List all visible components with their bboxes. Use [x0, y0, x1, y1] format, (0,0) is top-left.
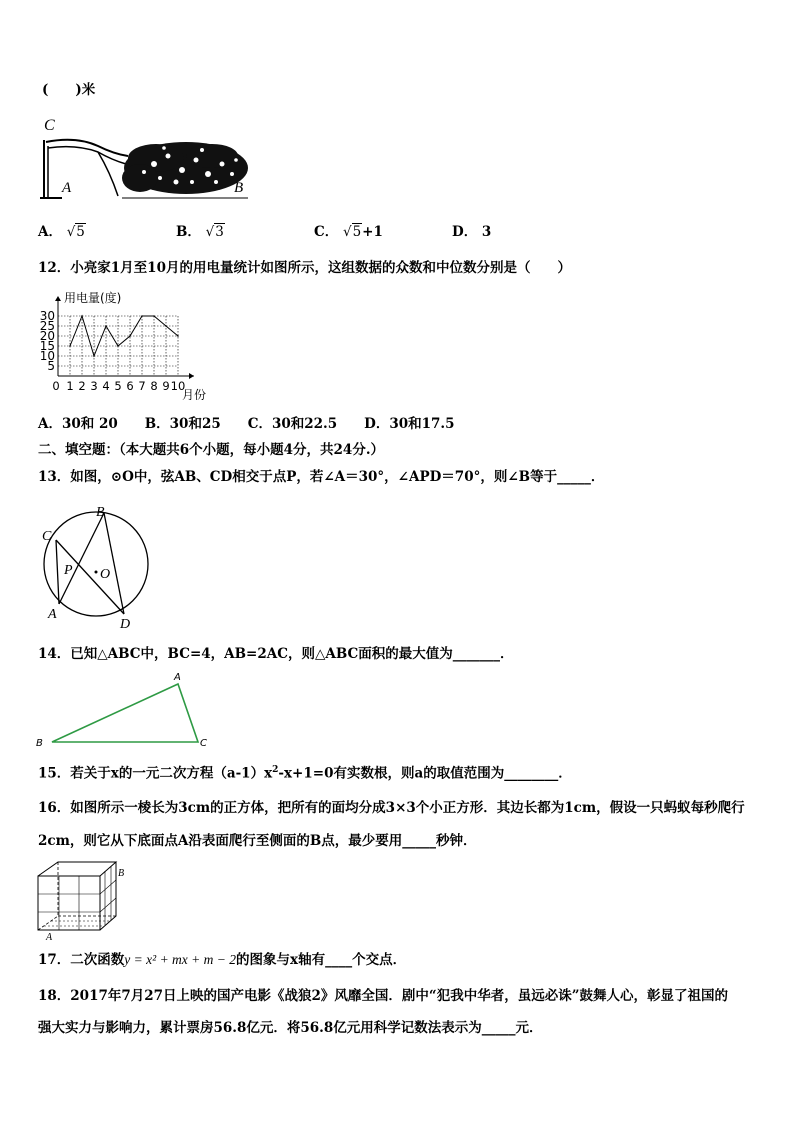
data-point-6: [129, 335, 131, 337]
svg-text:P: P: [64, 563, 73, 578]
chart-y-ticks: [40, 309, 55, 373]
x-tick-5: 5: [114, 379, 122, 393]
svg-text:D: D: [120, 617, 131, 632]
q14-triangle-figure: [34, 670, 220, 752]
q12-stem: 12．小亮家1月至10月的用电量统计如图所示，这组数据的众数和中位数分别是（ ）: [38, 260, 571, 276]
q17-stem: 17．二次函数y = x² + mx + m − 2的图象与x轴有____个交点．: [38, 952, 407, 968]
data-point-8: [153, 315, 155, 317]
chart-x-ticks: [52, 379, 185, 393]
svg-text:C: C: [200, 738, 207, 749]
triangle-abc: [52, 684, 198, 742]
chart-axes: [55, 296, 194, 379]
q12-line-chart: [38, 286, 218, 402]
q13-stem: 13．如图，⊙O中，弦AB、CD相交于点P，若∠A＝30°，∠APD＝70°，则∠B等于_____．: [38, 469, 605, 485]
section-2-heading: 二、填空题：（本大题共6个小题，每小题4分，共24分.）: [38, 442, 385, 458]
x-tick-3: 3: [90, 379, 98, 393]
q16-cube-figure: [34, 856, 134, 942]
x-tick-0: 0: [52, 379, 60, 393]
tree-canopy: [122, 142, 248, 194]
x-tick-8: 8: [150, 379, 158, 393]
y-axis-arrow: [55, 296, 61, 301]
q11-choice-c: C． √5+1: [314, 224, 383, 240]
q11-choice-d: D． 3: [452, 224, 492, 240]
q14-stem: 14．已知△ABC中，BC=4，AB=2AC，则△ABC面积的最大值为_______．: [38, 646, 514, 662]
q16-stem-line2: 2cm，则它从下底面点A沿表面爬行至侧面的B点，最少要用_____秒钟．: [38, 833, 477, 849]
data-point-3: [93, 355, 95, 357]
q15-stem: 15．若关于x的一元二次方程$(a-1)x^2-x+1=0$有实数根，则a的取值范围为________．: [38, 765, 572, 782]
circle-o: [44, 512, 148, 616]
q11-answer-blank: ( )米: [42, 82, 96, 98]
q17-formula: y = x² + mx + m − 2: [124, 952, 237, 967]
svg-text:A: A: [174, 672, 181, 683]
data-point-4: [105, 325, 107, 327]
segment-bd: [104, 513, 124, 614]
data-point-5: [117, 345, 119, 347]
q11-label-b: B: [234, 180, 244, 196]
svg-text:O: O: [100, 567, 111, 582]
q18-stem-line1: 18．2017年7月27日上映的国产电影《战狼2》风靡全国．剧中“犯我中华者，虽远必诛”鼓舞人心，彰显了祖国的: [38, 988, 728, 1004]
svg-text:A: A: [48, 607, 57, 622]
q11-label-a: A: [62, 180, 72, 196]
y-tick-20: 20: [39, 329, 55, 343]
svg-text:B: B: [118, 868, 125, 879]
tree-trunk: [46, 140, 128, 156]
q11-choice-a: A． √5: [38, 224, 85, 240]
data-point-10: [177, 335, 179, 337]
chart-xlabel: 月份: [182, 388, 207, 402]
x-tick-4: 4: [102, 379, 110, 393]
chord-ab: [59, 513, 104, 604]
q13-circle-figure: [36, 500, 156, 630]
y-tick-10: 10: [39, 349, 55, 363]
q16-stem-line1: 16．如图所示一棱长为3cm的正方体，把所有的面均分成3×3个小正方形．其边长都为1cm，假设一只蚂蚁每秒爬行: [38, 800, 745, 816]
segment-ac: [56, 540, 59, 604]
x-tick-9: 9: [162, 379, 170, 393]
data-point-9: [165, 325, 167, 327]
q11-label-c: C: [44, 117, 55, 134]
y-tick-25: 25: [39, 319, 55, 333]
cube-front: [38, 876, 100, 930]
svg-text:A: A: [46, 932, 53, 943]
q18-stem-line2: 强大实力与影响力，累计票房56.8亿元．将56.8亿元用科学记数法表示为_____元．: [38, 1020, 543, 1036]
q11-figure: [36, 112, 256, 204]
svg-text:B: B: [96, 505, 105, 520]
svg-text:B: B: [36, 738, 43, 749]
chart-ylabel: 用电量(度): [64, 291, 122, 305]
x-tick-6: 6: [126, 379, 134, 393]
data-point-2: [81, 315, 83, 317]
q12-choices: A．30和 20 B．30和25 C．30和22.5 D．30和17.5: [38, 416, 455, 432]
data-point-7: [141, 315, 143, 317]
y-tick-5: 5: [47, 359, 55, 373]
x-axis-arrow: [189, 373, 194, 379]
x-tick-1: 1: [66, 379, 74, 393]
svg-text:C: C: [42, 529, 52, 544]
data-point-1: [69, 345, 71, 347]
y-tick-15: 15: [39, 339, 55, 353]
y-tick-30: 30: [39, 309, 55, 323]
q11-choice-b: B． √3: [176, 224, 224, 240]
x-tick-10: 10: [170, 379, 186, 393]
x-tick-7: 7: [138, 379, 146, 393]
x-tick-2: 2: [78, 379, 86, 393]
